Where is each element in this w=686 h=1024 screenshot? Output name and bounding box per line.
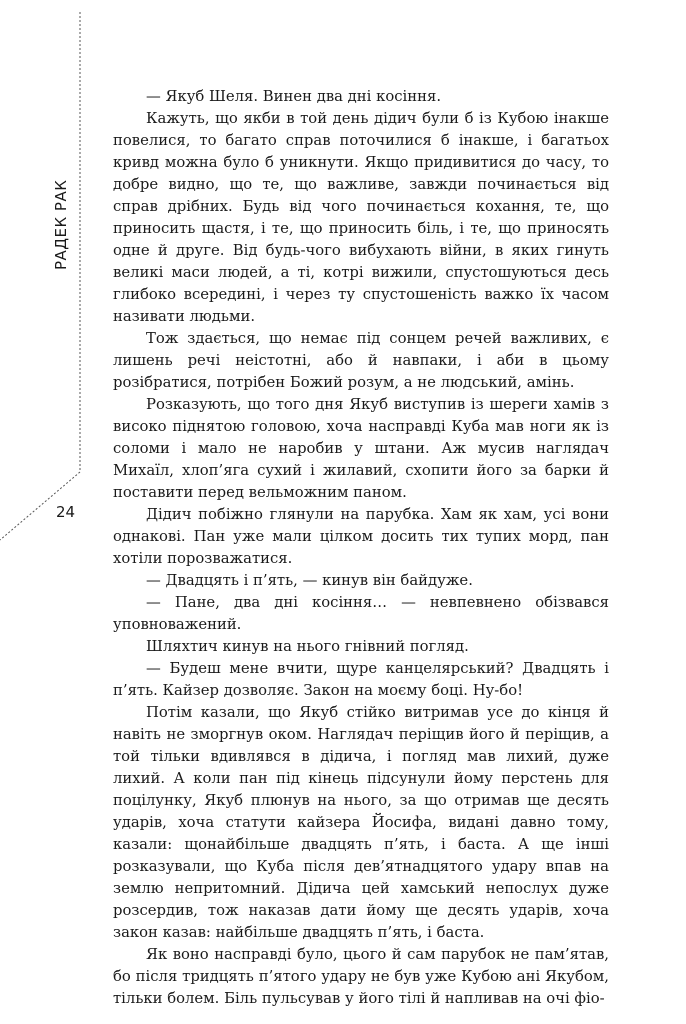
paragraph: Як воно насправді було, цього й сам парубок не пам’ятав, бо після тридцять п’ятого удару не був уже Кубою ані Якубом, тільки болем. Біль пульсував у його тілі й напливав на очі фіо- — [113, 946, 609, 1007]
page-number: 24 — [56, 503, 76, 521]
paragraph: — Двадцять і п’ять, — кинув він байдуже. — [146, 572, 473, 589]
paragraph: Розказують, що того дня Якуб виступив із шереги хамів з високо піднятою головою, хоча насправді Куба мав ноги як із соломи і мало не наробив у штани. Аж мусив наглядач Михаїл, хлоп’яга сухий і жилавий, схопити його за барки й поставити перед вельможним паном. — [113, 396, 609, 501]
paragraph: Шляхтич кинув на нього гнівний погляд. — [146, 638, 469, 655]
paragraph: Дідич побіжно глянули на парубка. Хам як хам, усі вони однакові. Пан уже мали цілком досить тих тупих морд, пан хотіли порозважатися. — [113, 506, 609, 567]
running-head-author: РАДЕК РАК — [52, 179, 70, 270]
paragraph: Кажуть, що якби в той день дідич були б із Кубою інакше повелися, то багато справ поточилися б інакше, і багатьох кривд можна було б уникнути. Якщо придивитися до часу, то добре видно, що те, що важливе, завжди починається від справ дрібних. Будь від чого починається кохання, те, що приносить щастя, і те, що приносить біль, і те, що приносять одне й друге. Від будь-чого вибухають війни, в яких гинуть великі маси людей, а ті, котрі вижили, спустошуються десь глибоко всередині, і через ту спустошеність важко їх часом називати людьми. — [113, 110, 609, 325]
paragraph: — Будеш мене вчити, щуре канцелярський? Двадцять і п’ять. Кайзер дозволяє. Закон на моєму боці. Ну-бо! — [113, 660, 609, 699]
paragraph: Тож здається, що немає під сонцем речей важливих, є лишень речі неістотні, або й навпаки, і аби в цьому розібратися, потрібен Божий розум, а не людський, амінь. — [113, 330, 609, 391]
paragraph: — Якуб Шеля. Винен два дні косіння. — [146, 88, 442, 105]
paragraph: — Пане, два дні косіння… — невпевнено обізвався уповноважений. — [113, 594, 609, 633]
body-text — [113, 86, 609, 1010]
paragraph: Потім казали, що Якуб стійко витримав усе до кінця й навіть не зморгнув оком. Наглядач періщив його й періщив, а той тільки вдивлявся в дідича, і погляд мав лихий, дуже лихий. А коли пан під кінець підсунули йому перстень для поцілунку, Якуб плюнув на нього, за що отримав ще десять ударів, хоча статути кайзера Йосифа, видані давно тому, казали: щонайбільше двадцять п’ять, і баста. А ще інші розказували, що Куба після дев’ятнадцятого удару впав на землю непритомний. Дідича цей хамський непослух дуже розсердив, тож наказав дати йому ще десять ударів, хоча закон казав: найбільше двадцять п’ять, і баста. — [113, 704, 609, 941]
decorative-margin-line — [0, 0, 90, 560]
